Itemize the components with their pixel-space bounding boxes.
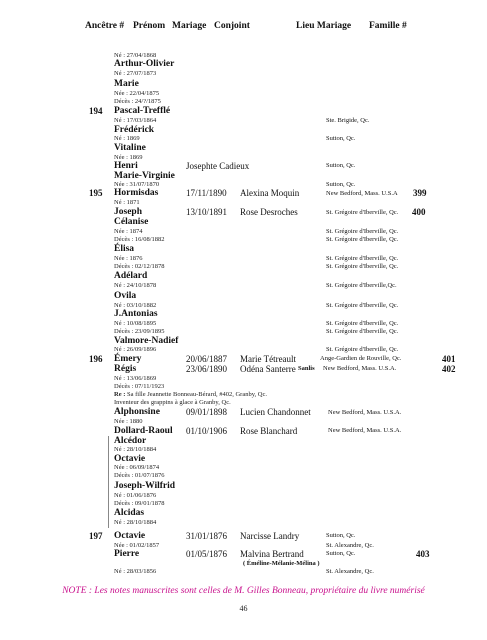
marriage-date: 13/10/1891	[186, 207, 228, 217]
birth-date: Né : 10/08/1895	[114, 320, 157, 327]
header-lieu-mariage: Lieu Mariage	[296, 21, 352, 31]
spouse-alias: ( Éméline-Mélanie-Mélina )	[243, 560, 320, 567]
person-name: Arthur-Olivier	[114, 59, 175, 69]
birth-date: Née : 1869	[114, 154, 143, 161]
note-line: Inventeur des grappins à glace à Granby, Qc.	[114, 399, 231, 406]
death-date: Décès : 07/11/1923	[114, 383, 165, 390]
marriage-place: Sutton, Qc.	[326, 532, 356, 539]
marriage-place: New Bedford, Mass. U.S.A.	[328, 427, 402, 434]
person-name: Alphonsine	[114, 407, 160, 417]
birth-date: Née : 1874	[114, 228, 143, 235]
ancestor-number: 194	[89, 106, 103, 116]
marriage-place: St. Alexandre, Qc.	[326, 568, 374, 575]
birth-date: Né : 03/10/1882	[114, 302, 157, 309]
birth-date: Né : 27/04/1868	[114, 52, 157, 59]
death-date: Décès : 09/01/1878	[114, 500, 165, 507]
spouse-name: Rose Desroches	[240, 207, 298, 217]
header-prenom: Prénom	[133, 21, 166, 31]
person-name: Valmore-Nadief	[114, 336, 179, 346]
person-name: Joseph	[114, 207, 142, 217]
marriage-place: St. Grégoire d'Iberville, Qc.	[326, 263, 399, 270]
person-name: Ovila	[114, 291, 137, 301]
family-number: 400	[412, 207, 426, 217]
person-name: Joseph-Wilfrid	[114, 481, 176, 491]
family-number: 401	[442, 354, 456, 364]
birth-date: Née : 06/09/1874	[114, 464, 160, 471]
marriage-place: New Bedford, Mass. U.S.A.	[328, 409, 402, 416]
spouse-name: Marie Tétreault	[240, 354, 297, 364]
header-famille: Famille #	[369, 21, 407, 31]
marriage-date: 01/05/1876	[186, 549, 228, 559]
person-name: Célanise	[114, 217, 149, 227]
person-name: Vitaline	[114, 143, 146, 153]
birth-date: Née : 1876	[114, 255, 143, 262]
birth-date: Né : 27/07/1873	[114, 70, 157, 77]
note-text: Sa fille Jeannette Bonneau-Bérard, #402, Granby, Qc.	[125, 391, 268, 398]
death-date: Décès : 01/07/1876	[114, 472, 165, 479]
spouse-name: Odéna Santerre	[240, 364, 296, 374]
person-name: Pascal-Trefflé	[114, 106, 171, 116]
marriage-date: 09/01/1898	[186, 407, 228, 417]
birth-date: Né : 13/06/1869	[114, 375, 157, 382]
marriage-place: Sutton, Qc.	[326, 162, 356, 169]
birth-date: Né : 01/06/1876	[114, 492, 157, 499]
marriage-place: St. Alexandre, Qc.	[326, 542, 374, 549]
marriage-date: 23/06/1890	[186, 364, 228, 374]
birth-date: Né : 26/09/1896	[114, 346, 157, 353]
person-name: Alcidas	[114, 508, 145, 518]
person-name: Octavie	[114, 454, 146, 464]
person-name: J.Antonias	[114, 309, 158, 319]
person-name: Pierre	[114, 549, 140, 559]
marriage-place: Sutton, Qc.	[326, 550, 356, 557]
marriage-date: 20/06/1887	[186, 354, 228, 364]
marriage-date: 17/11/1890	[186, 188, 227, 198]
family-number: 402	[442, 364, 456, 374]
spouse-name-handwritten: Sanlis	[298, 365, 315, 372]
spouse-name: Alexina Moquin	[240, 188, 300, 198]
family-number: 403	[416, 549, 430, 559]
birth-date: Né : 1869	[114, 135, 140, 142]
ancestor-number: 197	[89, 531, 103, 541]
person-name: Henri	[114, 161, 138, 171]
person-name: Dollard-Raoul	[114, 426, 173, 436]
footer-note: NOTE : Les notes manuscrites sont celles de M. Gilles Bonneau, propriétaire du livre numérisé	[62, 586, 425, 596]
marriage-place: St. Grégoire d'Iberville, Qc.	[326, 236, 399, 243]
spouse-name: Narcisse Landry	[240, 531, 300, 541]
marriage-place: St. Grégoire d'Iberville,Qc.	[326, 282, 397, 289]
note-prefix: Re :	[114, 391, 126, 398]
marriage-place: St. Grégoire d'Iberville, Qc.	[326, 228, 399, 235]
page-number: 46	[239, 604, 248, 613]
marriage-place: Ste. Brigide, Qc.	[326, 117, 370, 124]
birth-date: Née : 22/04/1875	[114, 90, 160, 97]
death-date: Décès : 24/?/1875	[114, 98, 161, 105]
person-name: Frédérick	[114, 125, 155, 135]
header-ancetre: Ancêtre #	[85, 21, 125, 31]
marriage-date: 01/10/1906	[186, 426, 228, 436]
marriage-place: Sutton, Qc.	[326, 181, 356, 188]
marriage-place: New Bedford, Mass. U.S.A	[326, 190, 398, 197]
birth-date: Née : 31/07/1870	[114, 181, 160, 188]
person-name: Marie-Virginie	[114, 171, 175, 181]
person-name: Hormisdas	[114, 188, 159, 198]
marriage-place: St. Grégoire d'Iberville, Qc.	[326, 255, 399, 262]
birth-date: Né : 28/03/1856	[114, 568, 157, 575]
marriage-place: St. Grégoire d'Iberville, Qc.	[326, 320, 399, 327]
birth-date: Né : 28/10/1884	[114, 519, 157, 526]
person-name: Émery	[114, 354, 142, 364]
marriage-place: St. Grégoire d'Iberville, Qc.	[326, 346, 399, 353]
person-name: Alcédor	[114, 436, 147, 446]
marriage-place: New Bedford, Mass. U.S.A.	[323, 365, 397, 372]
person-name: Marie	[114, 79, 139, 89]
birth-date: Né : 1871	[114, 199, 140, 206]
spouse-name: Lucien Chandonnet	[240, 407, 311, 417]
family-number: 399	[413, 188, 427, 198]
handwritten-bracket	[108, 436, 113, 528]
birth-date: Né : 24/10/1878	[114, 282, 157, 289]
death-date: Décès : 02/12/1878	[114, 263, 165, 270]
note-line	[114, 391, 267, 398]
death-date: Décès : 23/09/1895	[114, 328, 165, 335]
marriage-place: St. Grégoire d'Iberville, Qc.	[326, 302, 399, 309]
birth-date: Née : 1880	[114, 418, 143, 425]
birth-date: Né : 17/03/1864	[114, 117, 157, 124]
birth-date: Né : 28/10/1884	[114, 446, 157, 453]
marriage-place: Sutton, Qc.	[326, 135, 356, 142]
ancestor-number: 195	[89, 188, 103, 198]
marriage-place: Ange-Gardien de Rouville, Qc.	[320, 355, 402, 362]
marriage-place: St. Grégoire d'Iberville, Qc.	[326, 328, 399, 335]
ancestor-number: 196	[89, 354, 103, 364]
person-name: Élisa	[114, 244, 135, 254]
marriage-place: St. Grégoire d'Iberville, Qc.	[326, 209, 399, 216]
person-name: Régis	[114, 364, 137, 374]
death-date: Décès : 16/08/1882	[114, 236, 165, 243]
header-conjoint: Conjoint	[214, 21, 250, 31]
header-mariage: Mariage	[172, 21, 207, 31]
spouse-name: Malvina Bertrand	[240, 549, 304, 559]
birth-date: Née : 01/02/1857	[114, 542, 160, 549]
marriage-date: 31/01/1876	[186, 531, 228, 541]
spouse-name: Josephte Cadieux	[186, 161, 250, 171]
spouse-name: Rose Blanchard	[240, 426, 298, 436]
person-name: Adélard	[114, 271, 148, 281]
person-name: Octavie	[114, 531, 146, 541]
